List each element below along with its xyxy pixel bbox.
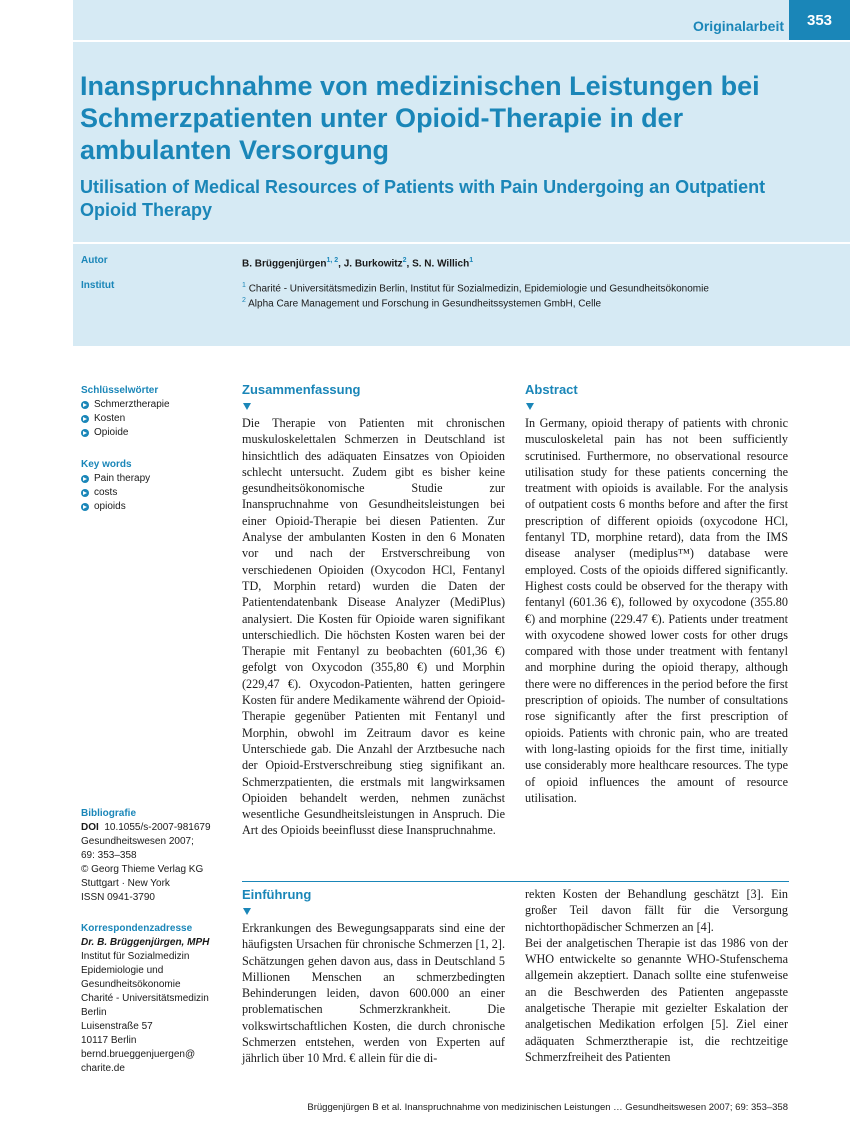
keywords-german-list bbox=[81, 398, 231, 440]
page-number: 353 bbox=[789, 0, 850, 40]
keyword-item: costs bbox=[81, 486, 231, 500]
keywords-german bbox=[81, 384, 231, 440]
author-affiliation: 1 bbox=[469, 257, 474, 264]
title-english: Utilisation of Medical Resources of Patients with Pain Undergoing an Outpatient Opioid Therapy bbox=[80, 177, 766, 220]
einfuehrung-heading: Einführung bbox=[242, 887, 312, 902]
biblio-line: Stuttgart · New York bbox=[81, 878, 170, 889]
address-line: Berlin bbox=[81, 1007, 107, 1018]
einfuehrung-col1: Erkrankungen des Bewegungsapparats sind eine der häufigsten Ursachen für chronische Schmerzen [1, 2]. Schätzungen gehen davon aus, dass in Deutschland 5 Millionen Menschen an schmerzbedingten Behinderungen leiden, davon 600.000 an einer problematischen Schmerzkrankheit. Die volkswirtschaftlichen Kosten, die durch chronische Schmerzen entstehen, werden von Experten auf jährlich über 10 Mrd. € allein für die di- bbox=[242, 921, 505, 1066]
address-line: 10117 Berlin bbox=[81, 1035, 137, 1046]
correspondence bbox=[81, 922, 231, 1076]
correspondence-name: Dr. B. Brüggenjürgen, MPH bbox=[81, 937, 210, 948]
section-label: Originalarbeit bbox=[692, 18, 784, 34]
email-line[interactable]: bernd.brueggenjuergen@ bbox=[81, 1049, 196, 1060]
page-footer: Brüggenjürgen B et al. Inanspruchnahme von medizinischen Leistungen … Gesundheitswesen 2007; 69: 353–358 bbox=[307, 1102, 788, 1113]
keyword-item: Opioide bbox=[81, 426, 231, 440]
einfuehrung-col2 bbox=[525, 886, 788, 1065]
abstract-heading: Abstract bbox=[525, 382, 578, 397]
institute-number: 2 bbox=[242, 297, 246, 305]
down-triangle-icon bbox=[243, 908, 251, 915]
keywords-german-heading: Schlüsselwörter bbox=[81, 385, 159, 396]
keywords-english bbox=[81, 458, 231, 514]
paragraph: Bei der analgetischen Therapie ist das 1986 von der WHO entwickelte so genannte WHO-Stufenschema allgemein akzeptiert. Danach sollte eine stufenweise an die Beschwerden des Patienten angepasste analgetische Therapie mit gezielter Eskalation der analgetischen Medikation erfolgen [5]. Ziel einer adäquaten Schmerztherapie ist, die rechtzeitige Schmerzfreiheit des Patienten bbox=[525, 935, 788, 1064]
institute-label: Institut bbox=[81, 280, 115, 291]
address-line: Epidemiologie und bbox=[81, 965, 164, 976]
keyword-item: Kosten bbox=[81, 412, 231, 426]
author-separator: , bbox=[406, 258, 413, 270]
down-triangle-icon bbox=[526, 403, 534, 410]
section-rule bbox=[242, 881, 789, 882]
institute-line bbox=[242, 280, 802, 295]
email-line[interactable]: charite.de bbox=[81, 1063, 125, 1074]
keywords-english-list bbox=[81, 472, 231, 514]
keyword-item: Pain therapy bbox=[81, 472, 231, 486]
address-line: Gesundheitsökonomie bbox=[81, 979, 181, 990]
paragraph: rekten Kosten der Behandlung geschätzt [3]. Ein großer Teil davon fällt für die Versorgung nichtorthopädischer Schmerzen an [4]. bbox=[525, 887, 788, 934]
address-line: Charité - Universitätsmedizin bbox=[81, 993, 209, 1004]
address-line: Luisenstraße 57 bbox=[81, 1021, 153, 1032]
biblio-line: ISSN 0941-3790 bbox=[81, 892, 155, 903]
institute-list bbox=[242, 280, 802, 311]
institute-number: 1 bbox=[242, 282, 246, 289]
institute-line bbox=[242, 295, 802, 310]
biblio-line: © Georg Thieme Verlag KG bbox=[81, 864, 204, 875]
author-name: S. N. Willich bbox=[412, 258, 470, 270]
title-german: Inanspruchnahme von medizinischen Leistungen bei Schmerzpatienten unter Opioid-Therapie in der ambulanten Versorgung bbox=[80, 71, 760, 165]
institute-text: Charité - Universitätsmedizin Berlin, Institut für Sozialmedizin, Epidemiologie und Gesundheitsökonomie bbox=[248, 283, 709, 295]
author-label: Autor bbox=[81, 255, 108, 266]
down-triangle-icon bbox=[243, 403, 251, 410]
doi-value: 10.1055/s-2007-981679 bbox=[104, 822, 211, 833]
correspondence-heading: Korrespondenzadresse bbox=[81, 923, 193, 934]
author-name: J. Burkowitz bbox=[343, 258, 403, 270]
title-divider bbox=[73, 242, 850, 244]
bibliography bbox=[81, 807, 231, 905]
zusammenfassung-text: Die Therapie von Patienten mit chronischen muskuloskelettalen Schmerzen in Deutschland ist hinsichtlich des adäquaten Einsatzes von Opioiden schlecht untersucht. Zudem gibt es bisher keine gesundheitsökonomische Studie zur Inanspruchnahme von Gesundheitsleistungen bei einer Opioid-Therapie bei diesen Patienten. Zur Analyse der ambulanten Kosten in den 6 Monaten vor und nach der Erstverschreibung von verschiedenen Opioiden (Oxycodon HCl, Fentanyl TD, Morphin retard) wurden die Daten der Patientendatenbank Disease Analyzer (MediPlus) analysiert. Die Kosten für Opioide waren signifikant unterschiedlich. Die höchsten Kosten waren bei der Therapie mit Fentanyl zu beobachten (601,36 €) gefolgt von Oxycodon (355,80 €) und Morphin (229,47 €). Oxycodon-Patienten, hatten geringere Kosten für andere Medikamente während der Opioid-Therapie gegenüber Patienten mit Fentanyl und Morphin, obwohl im Zeitraum davor es keine Unterschiede gab. Die Anzahl der Arztbesuche nach der Opioid-Erstverschreibung stieg signifikant an. Schmerzpatienten, die erstmals mit langwirksamen Opioiden behandelt werden, nehmen zunächst wesentliche Gesundheitsleistungen in Anspruch. Die Art des Opioids beeinflusst diese Inanspruchnahme. bbox=[242, 416, 505, 838]
keyword-item: opioids bbox=[81, 500, 231, 514]
header-divider bbox=[73, 40, 850, 42]
doi-line bbox=[81, 821, 231, 835]
author-separator: , bbox=[338, 258, 344, 270]
abstract-text: In Germany, opioid therapy of patients with chronic musculoskeletal pain has not been sufficiently scrutinised. Furthermore, no observational resource utilisation study for these patients concerning the treatment with opioids is available. For the analysis of outpatient costs 6 months before and after the first prescription of different opioids (oxycodone HCl, fentanyl TD, morphine retard), data from the IMS disease analyser (mediplus™) database were employed. Costs of the opioids differed significantly. Highest costs could be observed for the therapy with fentanyl (601.36 €), followed by oxycodone (355.80 €) and morphine (229.47 €). Patients under treatment with oxycodene showed lower costs for other drugs compared with those under treatment with fentanyl and morphine during the opioid therapy, although there were no differences in the period before the first prescription of opioids. The number of consultations rose significantly after the first prescription of opioids. Patients with chronic pain, who are treated with long-lasting opioids for the first time, initially use considerably more healthcare resources. The type of opioid influences the amount of resource utilisation. bbox=[525, 416, 788, 805]
author-list bbox=[242, 255, 473, 270]
author-affiliation: 2 bbox=[402, 257, 407, 264]
zusammenfassung-heading: Zusammenfassung bbox=[242, 382, 361, 397]
bibliography-heading: Bibliografie bbox=[81, 808, 137, 819]
biblio-line: Gesundheitswesen 2007; bbox=[81, 836, 194, 847]
keywords-english-heading: Key words bbox=[81, 459, 132, 470]
author-affiliation: 1, 2 bbox=[326, 257, 339, 264]
keyword-item: Schmerztherapie bbox=[81, 398, 231, 412]
biblio-line: 69: 353–358 bbox=[81, 850, 137, 861]
author-name: B. Brüggenjürgen bbox=[242, 258, 327, 270]
doi-label: DOI bbox=[81, 822, 99, 833]
address-line: Institut für Sozialmedizin bbox=[81, 951, 190, 962]
institute-text: Alpha Care Management und Forschung in Gesundheitssystemen GmbH, Celle bbox=[248, 298, 602, 310]
